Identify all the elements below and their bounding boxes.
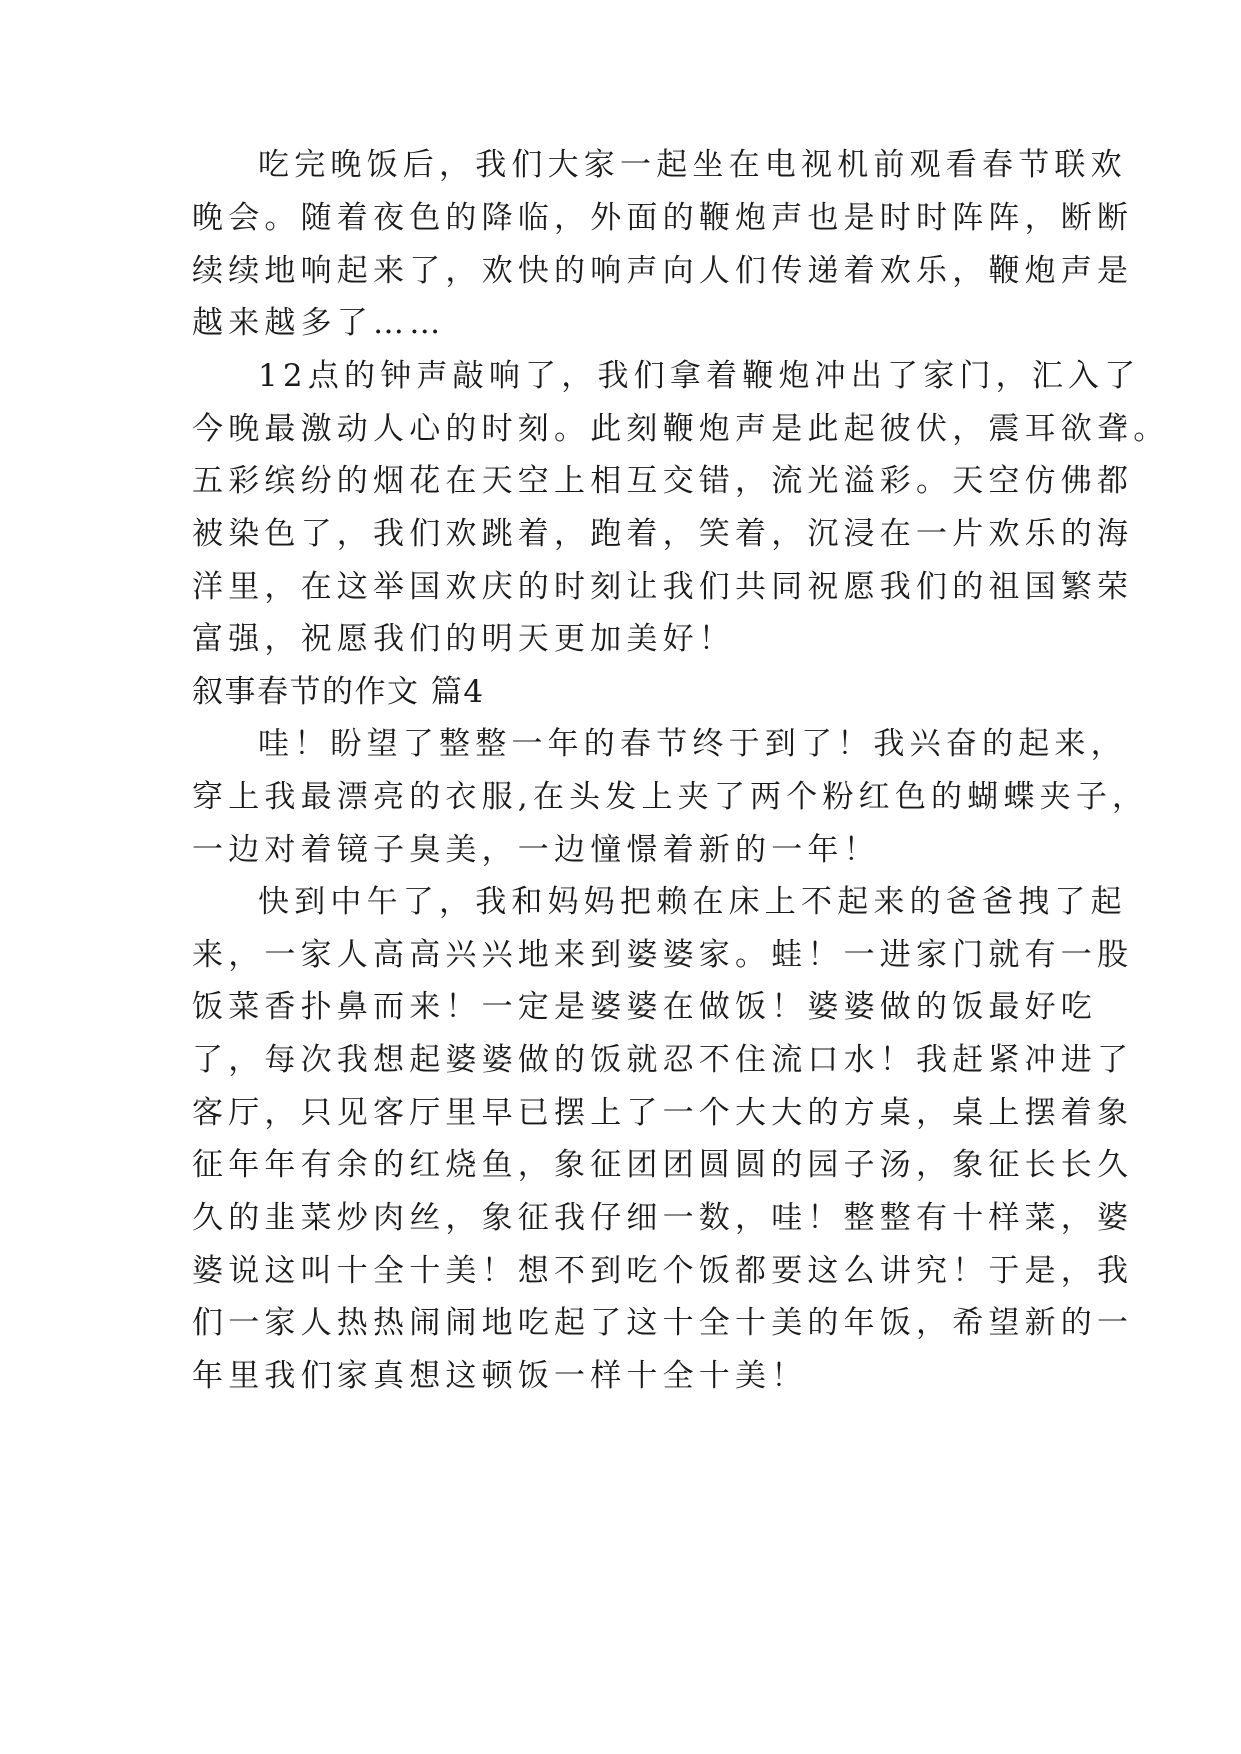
paragraph-2-line-2: 今晚最激动人心的时刻。此刻鞭炮声是此起彼伏，震耳欲聋。 (192, 411, 1170, 447)
paragraph-1-line-1: 吃完晚饭后，我们大家一起坐在电视机前观看春节联欢 (258, 147, 1127, 183)
paragraph-4-line-2: 来，一家人高高兴兴地来到婆婆家。蛙！一进家门就有一股 (192, 937, 1134, 973)
paragraph-1-line-2: 晚会。随着夜色的降临，外面的鞭炮声也是时时阵阵，断断 (192, 200, 1134, 236)
paragraph-4-line-4: 了，每次我想起婆婆做的饭就忍不住流口水！我赶紧冲进了 (192, 1042, 1134, 1078)
paragraph-2-line-1: 12点的钟声敲响了，我们拿着鞭炮冲出了家门，汇入了 (258, 358, 1141, 394)
paragraph-3-line-1: 哇！盼望了整整一年的春节终于到了！我兴奋的起来， (258, 726, 1127, 762)
paragraph-2-line-4: 被染色了，我们欢跳着，跑着，笑着，沉浸在一片欢乐的海 (192, 516, 1134, 552)
paragraph-4-line-5: 客厅，只见客厅里早已摆上了一个大大的方桌，桌上摆着象 (192, 1095, 1134, 1131)
paragraph-2-line-5: 洋里，在这举国欢庆的时刻让我们共同祝愿我们的祖国繁荣 (192, 569, 1134, 605)
paragraph-1-line-3: 续续地响起来了，欢快的响声向人们传递着欢乐，鞭炮声是 (192, 253, 1134, 289)
paragraph-4-line-9: 们一家人热热闹闹地吃起了这十全十美的年饭，希望新的一 (192, 1305, 1134, 1341)
paragraph-4-line-1: 快到中午了，我和妈妈把赖在床上不起来的爸爸拽了起 (258, 884, 1127, 920)
paragraph-4-line-7: 久的韭菜炒肉丝，象征我仔细一数，哇！整整有十样菜，婆 (192, 1200, 1134, 1236)
paragraph-2-line-6: 富强，祝愿我们的明天更加美好！ (192, 621, 735, 657)
paragraph-4-line-10: 年里我们家真想这顿饭一样十全十美！ (192, 1358, 808, 1394)
paragraph-4-line-3: 饭菜香扑鼻而来！一定是婆婆在做饭！婆婆做的饭最好吃 (192, 989, 1097, 1025)
paragraph-3-line-2: 穿上我最漂亮的衣服,在头发上夹了两个粉红色的蝴蝶夹子， (192, 779, 1149, 815)
paragraph-3-line-3: 一边对着镜子臭美，一边憧憬着新的一年！ (192, 832, 880, 868)
paragraph-4-line-6: 征年年有余的红烧鱼，象征团团圆圆的园子汤，象征长长久 (192, 1147, 1134, 1183)
paragraph-2-line-3: 五彩缤纷的烟花在天空上相互交错，流光溢彩。天空仿佛都 (192, 463, 1134, 499)
paragraph-1-line-4: 越来越多了…… (192, 305, 446, 341)
section-heading: 叙事春节的作文 篇4 (192, 674, 485, 710)
paragraph-4-line-8: 婆说这叫十全十美！想不到吃个饭都要这么讲究！于是，我 (192, 1253, 1134, 1289)
